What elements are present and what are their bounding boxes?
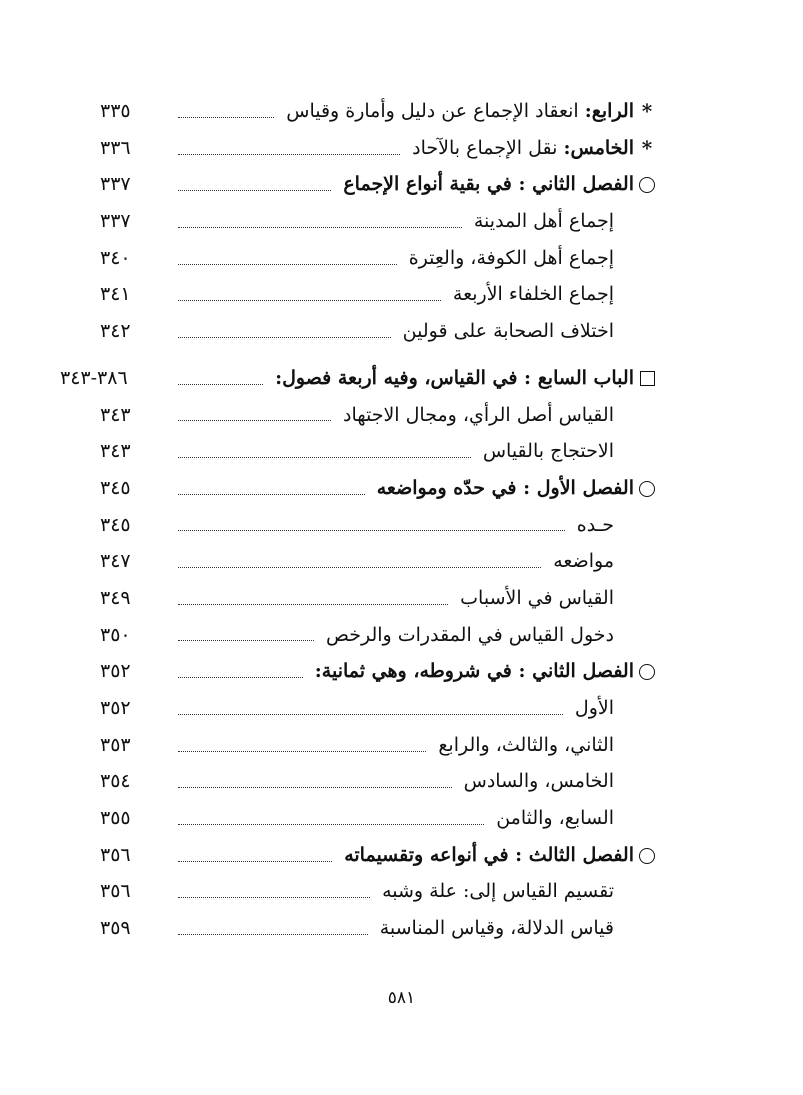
dot-leader	[178, 567, 541, 568]
dot-leader	[178, 494, 365, 495]
page-number: ٥٨١	[387, 988, 416, 1008]
dot-leader	[178, 420, 331, 421]
toc-entry[interactable]	[100, 507, 660, 544]
entry-title: القياس في الأسباب	[460, 586, 614, 609]
circle-bullet-icon	[639, 848, 655, 864]
dot-leader	[178, 264, 397, 265]
entry-title: مواضعه	[553, 550, 614, 573]
dot-leader	[178, 530, 565, 531]
square-bullet-icon	[640, 371, 655, 386]
entry-title: إجماع أهل الكوفة، والعِترة	[408, 246, 614, 269]
entry-title: السابع، والثامن	[496, 807, 614, 830]
table-of-contents	[60, 93, 660, 947]
toc-entry[interactable]	[100, 837, 660, 874]
dot-leader	[178, 787, 452, 788]
asterisk-icon: *	[641, 99, 653, 123]
toc-entry[interactable]	[100, 166, 660, 203]
asterisk-icon: *	[641, 135, 653, 160]
circle-bullet-icon	[639, 664, 655, 680]
toc-entry[interactable]	[100, 240, 660, 277]
entry-title: القياس أصل الرأي، ومجال الاجتهاد	[342, 403, 614, 426]
entry-title: الخامس، والسادس	[463, 770, 614, 793]
entry-page: ٣٤٣	[100, 403, 131, 426]
entry-title: دخول القياس في المقدرات والرخص	[325, 623, 614, 646]
toc-entry[interactable]	[100, 93, 660, 130]
toc-entry[interactable]	[100, 580, 660, 617]
dot-leader	[178, 337, 391, 338]
entry-page: ٣٥٤	[100, 770, 131, 793]
entry-title: : في أنواعه وتقسيماته	[344, 843, 529, 866]
dot-leader	[178, 384, 263, 385]
entry-page: ٣٥٢	[100, 697, 131, 719]
entry-title: الثاني، والثالث، والرابع	[438, 733, 614, 756]
entry-title: حـده	[576, 513, 614, 536]
entry-page: ٣٥٥	[100, 807, 131, 830]
toc-entry[interactable]	[100, 653, 660, 690]
toc-entry[interactable]	[100, 433, 660, 470]
entry-page: ٣٤٧	[100, 550, 131, 573]
entry-title: الاحتجاج بالقياس	[482, 440, 614, 463]
dot-leader	[178, 861, 332, 862]
entry-page: ٣٥٣	[100, 733, 131, 756]
dot-leader	[178, 190, 331, 191]
entry-page: ٣٤١	[100, 283, 131, 306]
entry-page: ٣٣٦	[100, 136, 131, 159]
entry-title: تقسيم القياس إلى: علة وشبه	[382, 880, 614, 903]
toc-entry[interactable]	[100, 873, 660, 910]
entry-page: ٣٨٦-٣٤٣	[60, 366, 128, 389]
entry-title: : في شروطه، وهي ثمانية:	[314, 660, 533, 683]
circle-bullet-icon	[639, 177, 655, 193]
entry-title: انعقاد الإجماع عن دليل وأمارة وقياس	[286, 100, 585, 122]
entry-page: ٣٤٣	[100, 440, 131, 463]
dot-leader	[178, 227, 462, 228]
entry-page: ٣٣٥	[100, 100, 131, 122]
entry-page: ٣٥٩	[100, 917, 131, 940]
toc-entry[interactable]	[100, 313, 660, 350]
entry-page: ٣٥٢	[100, 660, 131, 683]
entry-title: قياس الدلالة، وقياس المناسبة	[379, 917, 614, 940]
entry-title: : في بقية أنواع الإجماع	[343, 173, 533, 196]
entry-title: الأول	[574, 697, 614, 719]
toc-entry[interactable]	[100, 617, 660, 654]
toc-entry[interactable]	[100, 397, 660, 434]
entry-page: ٣٤٩	[100, 586, 131, 609]
dot-leader	[178, 714, 563, 715]
dot-leader	[178, 897, 370, 898]
toc-entry[interactable]	[100, 203, 660, 240]
entry-page: ٣٥٦	[100, 880, 131, 903]
entry-page: ٣٥٠	[100, 623, 131, 646]
entry-heading: الفصل الثاني	[532, 660, 634, 683]
dot-leader	[178, 751, 426, 752]
entry-heading: الباب السابع	[537, 366, 634, 389]
dot-leader	[178, 604, 448, 605]
dot-leader	[178, 677, 303, 678]
dot-leader	[178, 457, 471, 458]
dot-leader	[178, 640, 314, 641]
entry-page: ٣٤٥	[100, 513, 131, 536]
entry-title: نقل الإجماع بالآحاد	[412, 136, 564, 159]
entry-title: إجماع أهل المدينة	[473, 210, 614, 233]
toc-entry[interactable]	[100, 470, 660, 507]
entry-page: ٣٣٧	[100, 210, 131, 233]
toc-entry[interactable]	[60, 360, 660, 397]
entry-heading: الرابع:	[584, 100, 634, 122]
entry-page: ٣٥٦	[100, 843, 131, 866]
toc-entry[interactable]	[100, 690, 660, 727]
entry-title: : في القياس، وفيه أربعة فصول:	[275, 366, 538, 389]
entry-page: ٣٤٠	[100, 246, 131, 269]
dot-leader	[178, 824, 484, 825]
dot-leader	[178, 934, 368, 935]
entry-heading: الفصل الثالث	[528, 843, 634, 866]
entry-page: ٣٣٧	[100, 173, 131, 196]
dot-leader	[178, 300, 441, 301]
toc-entry[interactable]	[100, 543, 660, 580]
entry-title: إجماع الخلفاء الأربعة	[452, 283, 614, 306]
entry-heading: الفصل الثاني	[532, 173, 634, 196]
entry-page: ٣٤٥	[100, 476, 131, 499]
entry-page: ٣٤٢	[100, 320, 131, 343]
dot-leader	[178, 117, 274, 118]
entry-heading: الفصل الأول	[536, 476, 634, 499]
toc-entry[interactable]	[100, 910, 660, 947]
toc-entry[interactable]	[100, 727, 660, 764]
circle-bullet-icon	[639, 481, 655, 497]
dot-leader	[178, 154, 400, 155]
toc-entry[interactable]	[100, 800, 660, 837]
toc-entry[interactable]	[100, 276, 660, 313]
entry-title: اختلاف الصحابة على قولين	[402, 320, 614, 343]
entry-heading: الخامس:	[563, 136, 634, 159]
entry-title: : في حدّه ومواضعه	[376, 476, 537, 499]
toc-entry[interactable]	[100, 763, 660, 800]
toc-entry[interactable]	[100, 130, 660, 167]
